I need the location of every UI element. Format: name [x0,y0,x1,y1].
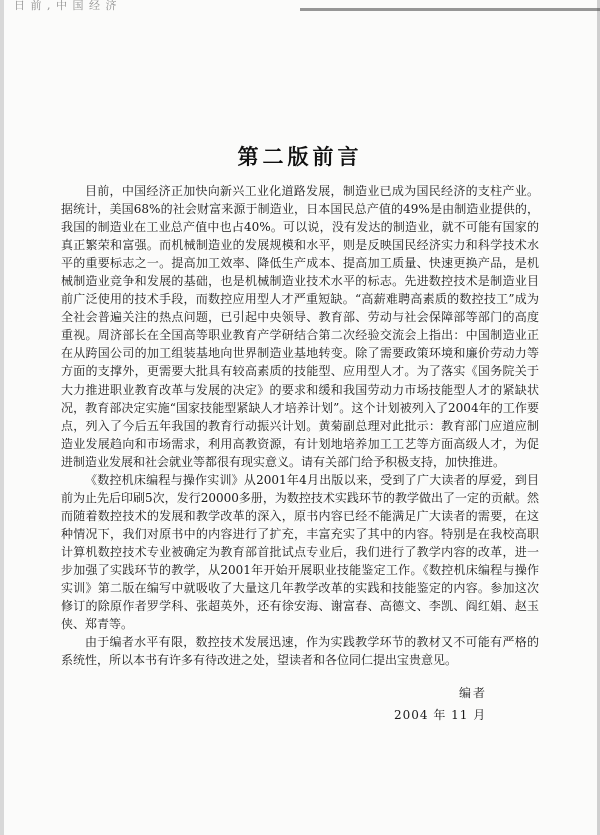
scan-bleed-text: 日 前 , 中 国 经 济 [14,0,118,12]
scan-edge-left [0,0,4,835]
date: 2004 年 11 月 [394,708,487,722]
paragraph: 由于编者水平有限，数控技术发展迅速，作为实践教学环节的教材又不可能有严格的系统性，所以本书有许多有待改进之处，望读者和各位同仁提出宝贵意见。 [61,635,539,668]
paragraph: 《数控机床编程与操作实训》从2001年4月出版以来，受到了广大读者的厚爱，到目前为止先后印刷5次，发行20000多册，为数控技术实践环节的教学做出了一定的贡献。然而随着数控技术的发展和教学改革的深入，原书内容已经不能满足广大读者的需要，在这种情况下，我们对原书中的内容进行了扩充，丰富充实了其中的内容。特别是在我校高职计算机数控技术专业被确定为教育部首批试点专业后，我们进行了教学内容的改革，进一步加强了实践环节的教学，从2001年开始开展职业技能鉴定工作。《数控机床编程与操作实训》第二版在编写中就吸收了大量这几年教学改革的实践和技能鉴定的内容。参加这次修订的除原作者罗学科、张超英外，还有徐安海、谢富春、高德文、李凯、阎红娟、赵玉侠、郑青等。 [61,472,539,632]
page-title: 第二版前言 [237,145,363,169]
scan-edge-bar [300,8,600,11]
signature: 编者 [459,686,488,700]
preface-body [61,182,539,669]
paragraph: 目前，中国经济正加快向新兴工业化道路发展，制造业已成为国民经济的支柱产业。据统计，美国68%的社会财富来源于制造业，日本国民总产值的49%是由制造业提供的，我国的制造业在工业总产值中也占40%。可以说，没有发达的制造业，就不可能有国家的真正繁荣和富强。而机械制造业的发展规模和水平，则是反映国民经济实力和科学技术水平的重要标志之一。提高加工效率、降低生产成本、提高加工质量、快速更换产品，是机械制造业竞争和发展的基础，也是机械制造业技术水平的标志。先进数控技术是制造业目前广泛使用的技术手段，而数控应用型人才严重短缺。“高薪难聘高素质的数控技工”成为全社会普遍关注的热点问题，已引起中央领导、教育部、劳动与社会保障部等部门的高度重视。周济部长在全国高等职业教育产学研结合第二次经验交流会上指出：中国制造业正在从跨国公司的加工组装基地向世界制造业基地转变。除了需要政策环境和廉价劳动力等方面的支撑外，更需要大批具有较高素质的技能型、应用型人才。为了落实《国务院关于大力推进职业教育改革与发展的决定》的要求和缓和我国劳动力市场技能型人才的紧缺状况，教育部决定实施“国家技能型紧缺人才培养计划”。这个计划被列入了2004年的工作要点，列入了今后五年我国的教育行动振兴计划。黄菊副总理对此批示：教育部门应道应制造业发展趋向和市场需求，利用高教资源，有计划地培养加工工艺等方面高级人才，为促进制造业发展和社会就业等都很有现实意义。请有关部门给予积极支持，加快推进。 [61,184,539,469]
